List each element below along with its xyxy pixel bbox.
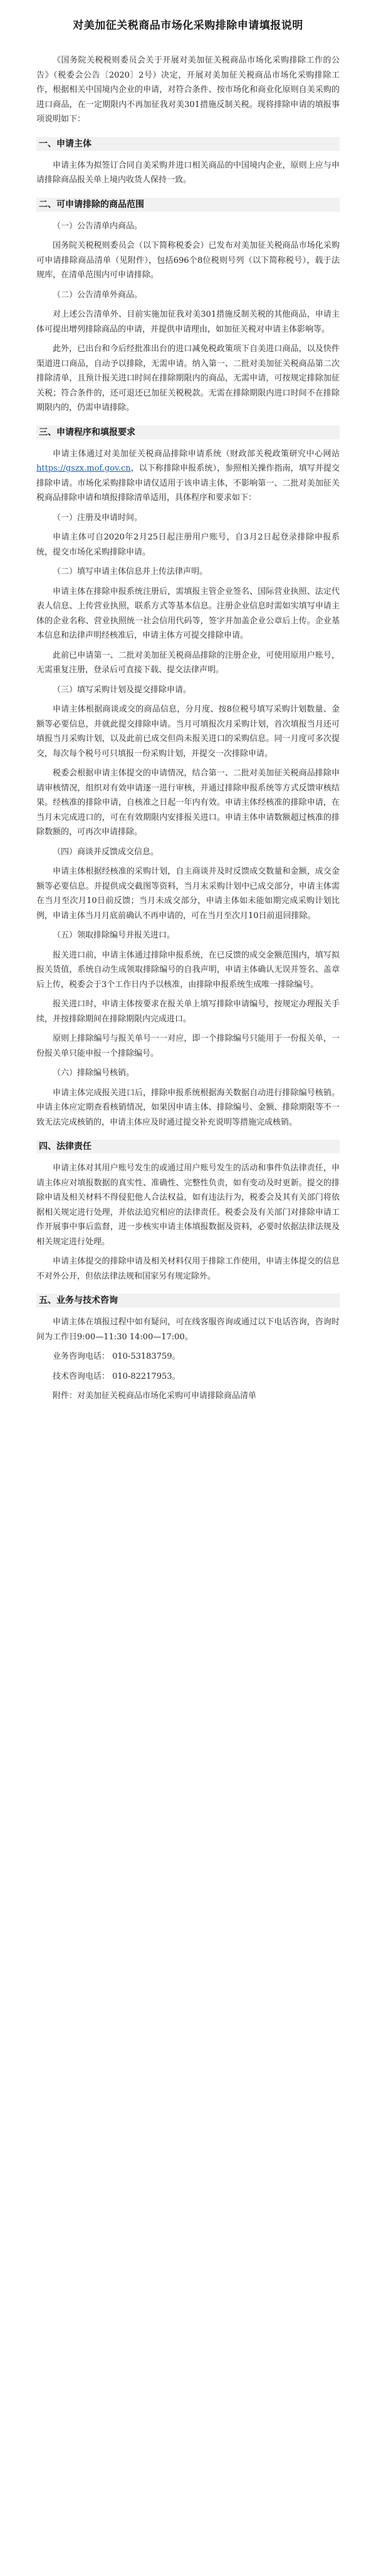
section-heading-legal: 四、法律责任 xyxy=(36,1140,340,1153)
section4-paragraph-2: 申请主体提交的排除申请及相关材料仅用于排除工作使用，申请主体提交的信息不对外公开，但依法律法规和国家另有规定除外。 xyxy=(36,1257,340,1281)
section2-paragraph-3: 此外，已出台和今后经批准出台的进口减免税政策项下自美进口商品，以及快件渠道进口商品，自动予以排除，无需申请。纳入第一、二批对美加征关税商品第二次排除清单，且预计报关进口时间在排除期限内的商品，无需申请，可按规定排除加征关税；符合条件的，还可退还已加征关税税款。无需在排除期限内进口时间不在排除期限内的，仍需申请排除。 xyxy=(36,344,340,412)
business-phone: 业务咨询电话： 010-53183759。 xyxy=(53,1352,180,1361)
tech-phone: 技术咨询电话： 010-82217953。 xyxy=(53,1371,180,1381)
intro-paragraph: 《国务院关税税则委员会关于开展对美加征关税商品市场化采购排除工作的公告》（税委会公告〔2020〕2号）决定，开展对美加征关税商品市场化采购排除工作，根据相关中国境内企业的申请，对符合条件、按市场化和商业化原则自美采购的进口商品，在一定期限内不再加征我对美301措施反制关税。现将排除申请的填报事项说明如下： xyxy=(36,56,340,124)
section3-paragraph-8: 报关进口前，申请主体通过排除申报系统，在已反馈的成交金额范围内，填写拟报关货值，系统自动生成领取排除编号的自我声明，申请主体确认无误并签名、盖章后上传，税委会于3个工作日内予以核准，由排除申报系统生成唯一排除编号。 xyxy=(36,950,340,989)
document-title: 对美加征关税商品市场化采购排除申请填报说明 xyxy=(73,19,303,32)
section3-paragraph-3: 申请主体在排除申报系统注册后，需填报主管企业签名、国际营业执照、法定代表人信息、上传营业执照，联系方式等基本信息。注册企业信息时需如实填写申请主体的企业名称、营业执照统一社会信用代码等，签字并加盖企业公章后上传。企业基本信息和法律声明经核准后，申请主体方可提交排除申请。 xyxy=(36,586,340,640)
section2-subheading-2: （二）公告清单外商品。 xyxy=(53,290,143,300)
section3-subheading-4: （四）商谈并反馈成交信息。 xyxy=(53,847,159,857)
section3-subheading-6: （六）排除编号核销。 xyxy=(53,1068,135,1078)
section3-paragraph-4: 此前已申请第一、二批对美加征关税商品排除的注册企业，可使用原用户账号，无需重复注册，登录后可直接下载、提交法律声明。 xyxy=(36,650,340,675)
section-heading-consult: 五、业务与技术咨询 xyxy=(36,1294,340,1307)
section3-subheading-2: （二）填写申请主体信息并上传法律声明。 xyxy=(53,567,208,576)
section-heading-applicant: 一、申请主体 xyxy=(36,137,340,151)
section1-paragraph: 申请主体为拟签订合同自美采购并进口相关商品的中国境内企业，原则上应与申请排除商品报关单上境内收货人保持一致。 xyxy=(36,160,340,185)
section-heading-scope: 二、可申请排除的商品范围 xyxy=(36,198,340,212)
section3-subheading-3: （三）填写采购计划及提交排除申请。 xyxy=(53,685,192,695)
section3-p1-before-link: 申请主体通过对美加征关税商品排除申请系统（财政部关税政策研究中心网站 xyxy=(53,449,340,459)
section3-paragraph-1 xyxy=(36,447,340,506)
section3-p1-after-link: ，以下称排除申报系统），参照相关操作指南，填写并提交排除申请。市场化采购排除申请仅适用于该申请主体，不影响第一、二批对美加征关税商品排除申请和填报排除清单适用，具体程序和要求如下： xyxy=(36,464,340,503)
section2-paragraph-2: 对上述公告清单外、目前实施加征我对美301措施反制关税的其他商品，申请主体可提出增列排除商品的申请，并提供申请理由，如加征关税对申请主体影响等。 xyxy=(36,310,340,334)
section3-paragraph-7: 申请主体根据经核准的采购计划，自主商谈并及时反馈成交数量和金额，成交金额等必要信息。并提供成交截图等资料，当月末采购计划中已成交部分，申请主体需在当月至次月10日前反馈；当月未成交部分，申请主体如未能如期完成采购计划比例，申请主体当月月底前确认不再申请的，可在当月至次月10日前退回排除。 xyxy=(36,867,340,921)
attachment-line xyxy=(36,1389,340,1404)
section3-subheading-5: （五）领取排除编号并报关进口。 xyxy=(53,931,175,940)
system-website-link[interactable]: https://gszx.mof.gov.cn xyxy=(36,464,131,473)
section5-paragraph-1: 申请主体在填报过程中如有疑问，可在线客服咨询或通过以下电话咨询，咨询时间为工作日9:00—11:30 14:00—17:00。 xyxy=(36,1317,340,1342)
section3-paragraph-11: 申请主体完成报关进口后，排除申报系统根据海关数据自动进行排除编号核销。申请主体应定期查看核销情况，如果因申请主体、排除编号、金额、排除期限等不一致无法完成核销的，申请主体应及时通过提交补充说明等措施完成核销。 xyxy=(36,1088,340,1127)
section3-paragraph-10: 原则上排除编号与报关单号一一对应，即一个排除编号只能用于一份报关单，一份报关单只能申报一个排除编号。 xyxy=(36,1034,340,1058)
attachment-title[interactable]: 对美加征关税商品市场化采购可申请排除商品清单 xyxy=(77,1391,257,1401)
section3-paragraph-5: 申请主体根据商谈或交的商品信息，分月度、按8位税号填写采购计划数量、金额等必要信息，并就此提交排除申请。当月可填报次月采购计划，首次填报当月还可填报当月采购计划，以及此前已成交但尚未报关进口的采购信息。同一月度可多次提交，每次每个税号可只填报一份采购计划，并提交一次排除申请。 xyxy=(36,705,340,759)
attachment-label: 附件： xyxy=(53,1391,78,1401)
section-heading-procedure: 三、申请程序和填报要求 xyxy=(36,426,340,439)
section3-paragraph-6: 税委会根据申请主体提交的申请情况，结合第一、二批对美加征关税商品排除申请审核情况，组织对有效申请逐一进行审核，并通过排除申报系统等方式反馈审核结果。经核准的排除申请，自核准之日起一年内有效。申请主体经核准的排除申请，在当月未完成进口的，可在有效期限内安排报关进口。申请主体申请数额超过核准的排除数额的，可再次申请排除。 xyxy=(36,769,340,837)
section2-subheading-1: （一）公告清单内商品。 xyxy=(53,221,143,231)
section3-paragraph-2: 申请主体可自2020年2月25日起注册用户账号，自3月2日起登录排除申报系统，提交市场化采购排除申请。 xyxy=(36,533,340,557)
section3-subheading-1: （一）注册及申请时间。 xyxy=(53,513,143,523)
section3-paragraph-9: 报关进口时，申请主体按要求在报关单上填写排除申请编号，按规定办理报关手续，并按排除期间在排除期限内完成进口。 xyxy=(36,999,340,1024)
section2-paragraph-1: 国务院关税税则委员会（以下简称税委会）已发布对美加征关税商品市场化采购可申请排除商品清单（见附件），包括696个8位税则号列（以下简称税号），载于法规库，在清单范围内可申请排除。 xyxy=(36,241,340,280)
section4-paragraph-1: 申请主体对其用户账号发生的或通过用户账号发生的活动和事件负法律责任，申请主体应对填报数据的真实性、准确性、完整性负责，如有变动及时更新。提交的排除申请及相关材料不得侵犯他人合法权益，如有违法行为，税委会及其有关部门将依据相关规定进行处理，并依法追究相应的法律责任。税委会及有关部门对排除申请工作开展事中事后监督，进一步核实申请主体填报数据及资料，必要时依据法律法规及相关规定进行处理。 xyxy=(36,1163,340,1247)
